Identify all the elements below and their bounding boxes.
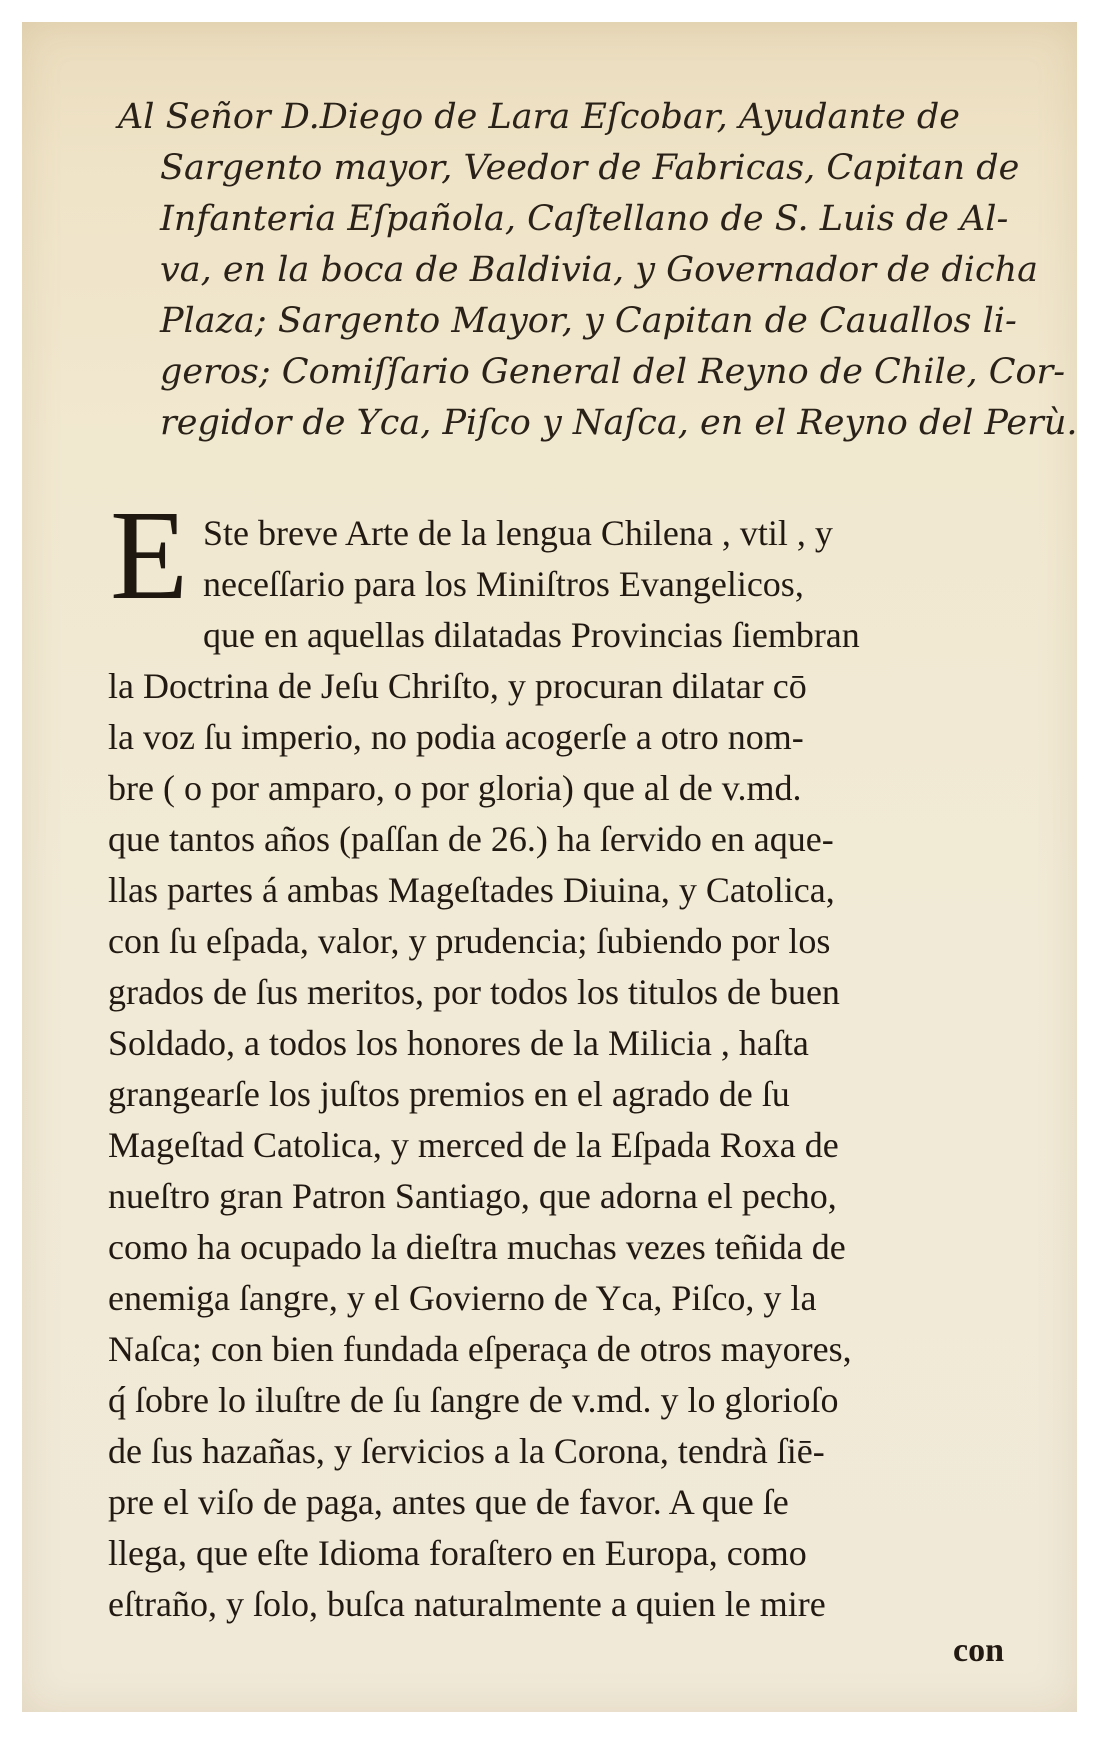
dedication-line: Infanteria Eſpañola, Caſtellano de S. Luis de Al- — [160, 199, 1009, 239]
catchword: con — [953, 1632, 1004, 1669]
body-line: grados de ſus meritos, por todos los titulos de buen — [108, 972, 840, 1012]
body-line: bre ( o por amparo, o por gloria) que al de v.md. — [108, 768, 802, 808]
body-line: nueſtro gran Patron Santiago, que adorna el pecho, — [108, 1176, 837, 1216]
body-line: que tantos años (paſſan de 26.) ha ſervido en aque- — [108, 819, 834, 859]
body-line: con ſu eſpada, valor, y prudencia; ſubiendo por los — [108, 921, 831, 961]
body-line: Soldado, a todos los honores de la Milicia , haſta — [108, 1023, 809, 1063]
dedication-line: va, en la boca de Baldivia, y Governador de dicha — [160, 250, 1038, 290]
body-line: Ste breve Arte de la lengua Chilena , vtil , y — [203, 513, 833, 553]
dedication-line: Sargento mayor, Veedor de Fabricas, Capitan de — [160, 148, 1020, 188]
body-line: llas partes á ambas Mageſtades Diuina, y Catolica, — [108, 870, 835, 910]
body-line: neceſſario para los Miniſtros Evangelicos, — [203, 564, 804, 604]
body-text — [108, 508, 1008, 1630]
dedication-line: geros; Comiſſario General del Reyno de Chile, Cor- — [160, 352, 1066, 392]
body-line: Mageſtad Catolica, y merced de la Eſpada Roxa de — [108, 1125, 839, 1165]
body-line: de ſus hazañas, y ſervicios a la Corona, tendrà ſiē- — [108, 1431, 825, 1471]
body-line: grangearſe los juſtos premios en el agrado de ſu — [108, 1074, 790, 1114]
dedication — [118, 92, 1078, 449]
body-line: la Doctrina de Jeſu Chriſto, y procuran dilatar cō — [108, 666, 807, 706]
dedication-line: Al Señor D.Diego de Lara Eſcobar, Ayudante de — [118, 97, 960, 137]
body-line: pre el viſo de paga, antes que de favor. A que ſe — [108, 1482, 789, 1522]
drop-cap: E — [110, 484, 189, 626]
body-line: la voz ſu imperio, no podia acogerſe a otro nom- — [108, 717, 804, 757]
body-line: enemiga ſangre, y el Govierno de Yca, Piſco, y la — [108, 1278, 817, 1318]
dedication-line: Plaza; Sargento Mayor, y Capitan de Cauallos li- — [160, 301, 1017, 341]
body-line: llega, que eſte Idioma foraſtero en Europa, como — [108, 1533, 807, 1573]
body-line: que en aquellas dilatadas Provincias ſiembran — [203, 615, 860, 655]
body-line: q́ ſobre lo iluſtre de ſu ſangre de v.md. y lo glorioſo — [108, 1380, 839, 1420]
body-line: eſtraño, y ſolo, buſca naturalmente a quien le mire — [108, 1584, 826, 1624]
dedication-line: regidor de Yca, Piſco y Naſca, en el Reyno del Perù. — [160, 403, 1078, 443]
body-line: Naſca; con bien fundada eſperaça de otros mayores, — [108, 1329, 852, 1369]
body-line: como ha ocupado la dieſtra muchas vezes teñida de — [108, 1227, 846, 1267]
